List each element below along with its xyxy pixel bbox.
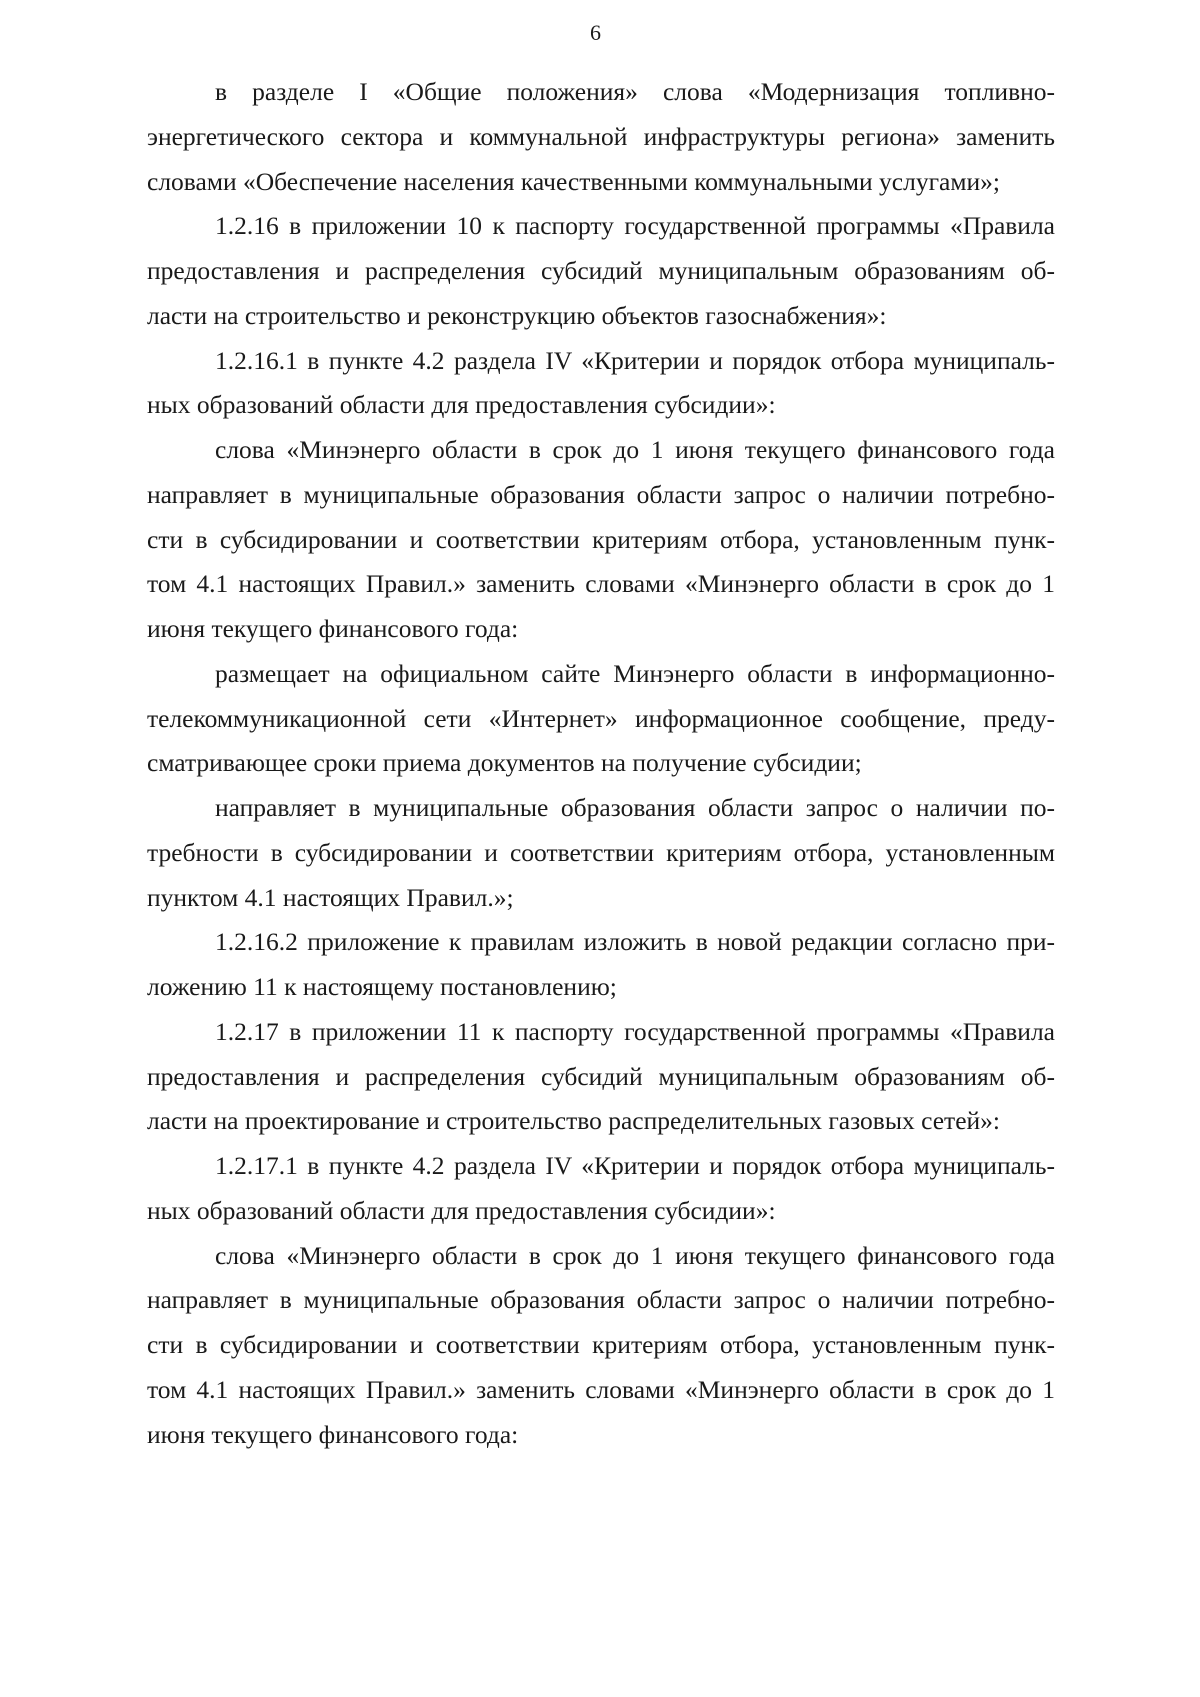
text-line: телекоммуникационной сети «Интернет» информационное сообщение, преду- <box>147 703 1055 733</box>
text-line: 1.2.17 в приложении 11 к паспорту государственной программы «Правила <box>215 1016 1055 1046</box>
text-line: слова «Минэнерго области в срок до 1 июня текущего финансового года <box>215 1240 1055 1270</box>
paragraph <box>147 343 1055 433</box>
paragraph <box>147 432 1055 656</box>
paragraph <box>147 1148 1055 1238</box>
text-line: направляет в муниципальные образования области запрос о наличии потребно- <box>147 1285 1055 1315</box>
paragraph <box>147 924 1055 1014</box>
text-line: 1.2.16 в приложении 10 к паспорту государственной программы «Правила <box>215 211 1055 241</box>
text-line: словами «Обеспечение населения качественными коммунальными услугами»; <box>147 166 1000 196</box>
text-line: июня текущего финансового года: <box>147 1419 519 1449</box>
text-line: 1.2.17.1 в пункте 4.2 раздела IV «Критерии и порядок отбора муниципаль- <box>215 1151 1055 1180</box>
text-line: размещает на официальном сайте Минэнерго области в информационно- <box>215 658 1055 688</box>
text-line: направляет в муниципальные образования области запрос о наличии по- <box>215 793 1055 822</box>
paragraph <box>147 790 1055 924</box>
text-line: том 4.1 настоящих Правил.» заменить словами «Минэнерго области в срок до 1 <box>147 1374 1055 1404</box>
text-line: 1.2.16.1 в пункте 4.2 раздела IV «Критерии и порядок отбора муниципаль- <box>215 345 1055 375</box>
paragraph <box>147 74 1055 208</box>
text-line: ласти на строительство и реконструкцию объектов газоснабжения»: <box>147 300 887 330</box>
text-line: предоставления и распределения субсидий муниципальным образованиям об- <box>147 1061 1055 1091</box>
text-line: в разделе I «Общие положения» слова «Модернизация топливно- <box>215 77 1055 106</box>
text-line: сматривающее сроки приема документов на получение субсидии; <box>147 748 862 778</box>
text-line: слова «Минэнерго области в срок до 1 июня текущего финансового года <box>215 435 1055 464</box>
text-line: ных образований области для предоставления субсидии»: <box>147 1195 776 1225</box>
text-line: ложению 11 к настоящему постановлению; <box>147 972 617 1001</box>
paragraph <box>147 656 1055 790</box>
text-line: 1.2.16.2 приложение к правилам изложить в новой редакции согласно при- <box>215 927 1055 957</box>
document-body <box>147 74 1055 1461</box>
text-line: пунктом 4.1 настоящих Правил.»; <box>147 882 514 912</box>
paragraph <box>147 208 1055 342</box>
paragraph <box>147 1014 1055 1148</box>
text-line: июня текущего финансового года: <box>147 614 519 643</box>
text-line: требности в субсидировании и соответствии критериям отбора, установленным <box>147 837 1055 867</box>
paragraph <box>147 1238 1055 1462</box>
text-line: энергетического сектора и коммунальной инфраструктуры региона» заменить <box>147 121 1055 151</box>
text-line: ных образований области для предоставления субсидии»: <box>147 390 776 420</box>
text-line: предоставления и распределения субсидий муниципальным образованиям об- <box>147 256 1055 285</box>
text-line: сти в субсидировании и соответствии критериям отбора, установленным пунк- <box>147 524 1055 554</box>
text-line: том 4.1 настоящих Правил.» заменить словами «Минэнерго области в срок до 1 <box>147 569 1055 599</box>
text-line: ласти на проектирование и строительство распределительных газовых сетей»: <box>147 1106 1000 1136</box>
text-line: сти в субсидировании и соответствии критериям отбора, установленным пунк- <box>147 1330 1055 1359</box>
page-number: 6 <box>590 20 601 45</box>
text-line: направляет в муниципальные образования области запрос о наличии потребно- <box>147 479 1055 509</box>
